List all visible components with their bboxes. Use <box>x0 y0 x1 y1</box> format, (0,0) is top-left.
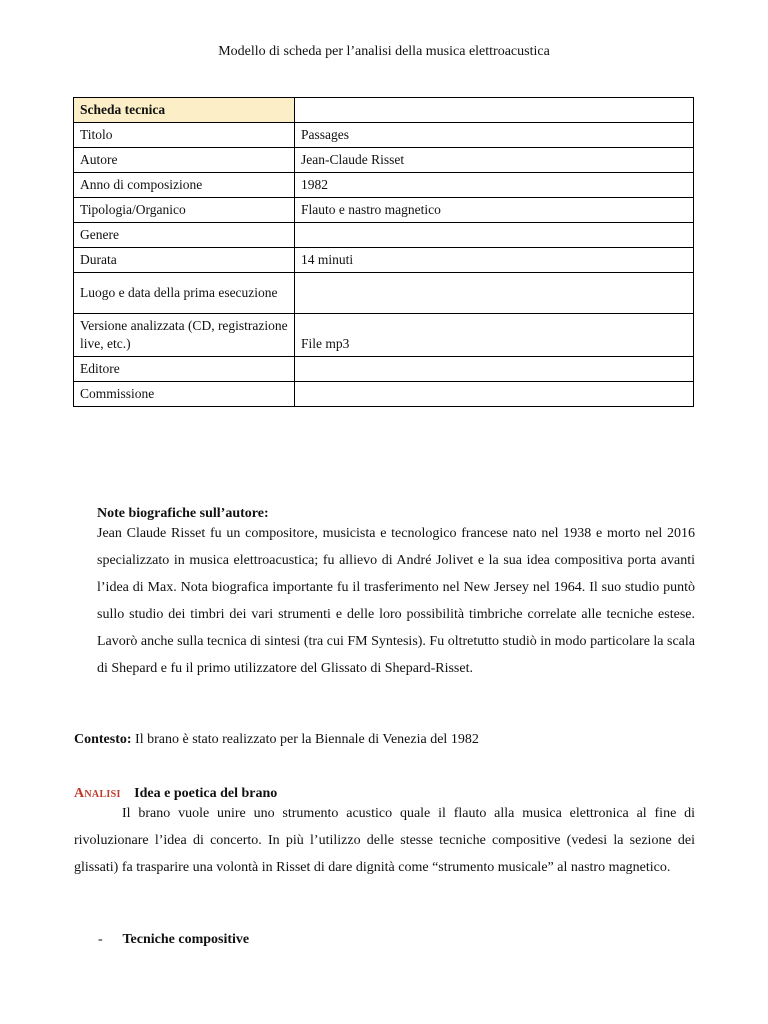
table-row <box>74 198 694 223</box>
tecniche-label: Tecniche compositive <box>122 932 250 947</box>
context-text: Il brano è stato realizzato per la Biennale di Venezia del 1982 <box>135 732 479 747</box>
table-row <box>74 357 694 382</box>
scheda-tecnica-heading: Scheda tecnica <box>74 98 295 123</box>
document-title: Modello di scheda per l’analisi della musica elettroacustica <box>218 44 550 59</box>
field-value-durata: 14 minuti <box>295 248 694 273</box>
list-dash: - <box>98 932 103 947</box>
table-row <box>74 314 694 357</box>
field-value-prima-esecuzione <box>295 273 694 314</box>
field-value-versione: File mp3 <box>295 314 694 357</box>
bio-heading: Note biografiche sull’autore: <box>97 506 269 521</box>
field-value-titolo: Passages <box>295 123 694 148</box>
field-label-prima-esecuzione: Luogo e data della prima esecuzione <box>74 273 295 314</box>
field-label-versione: Versione analizzata (CD, registrazione live, etc.) <box>74 314 295 357</box>
field-label-autore: Autore <box>74 148 295 173</box>
analisi-label: Analisi <box>74 786 121 801</box>
table-row <box>74 248 694 273</box>
table-row <box>74 148 694 173</box>
field-value-commissione <box>295 382 694 407</box>
field-label-anno: Anno di composizione <box>74 173 295 198</box>
field-value-autore: Jean-Claude Risset <box>295 148 694 173</box>
analisi-subtitle: Idea e poetica del brano <box>134 786 278 801</box>
field-label-commissione: Commissione <box>74 382 295 407</box>
field-value-editore <box>295 357 694 382</box>
scheda-tecnica-header-value <box>295 98 694 123</box>
field-label-durata: Durata <box>74 248 295 273</box>
field-value-tipologia: Flauto e nastro magnetico <box>295 198 694 223</box>
table-row <box>74 382 694 407</box>
field-label-genere: Genere <box>74 223 295 248</box>
tecniche-list-item <box>98 932 249 948</box>
field-label-titolo: Titolo <box>74 123 295 148</box>
scheda-tecnica-table <box>73 97 694 407</box>
table-row <box>74 173 694 198</box>
field-label-tipologia: Tipologia/Organico <box>74 198 295 223</box>
context-line <box>74 732 479 748</box>
analisi-paragraph: Il brano vuole unire uno strumento acustico quale il flauto alla musica elettronica al fine di rivoluzionare l’idea di concerto. In più l’utilizzo delle stesse tecniche compositive (vedesi la sezione dei glissati) fa trasparire una volontà in Risset di dare dignità come “strumento musicale” al nastro magnetico. <box>74 806 695 875</box>
field-value-genere <box>295 223 694 248</box>
bio-paragraph: Jean Claude Risset fu un compositore, musicista e tecnologico francese nato nel 1938 e morto nel 2016 specializzato in musica elettroacustica; fu allievo di André Jolivet e la sua idea compositiva porta avanti l’idea di Max. Nota biografica importante fu il trasferimento nel New Jersey nel 1964. Il suo studio puntò sullo studio dei timbri dei vari strumenti e delle loro possibilità timbriche correlate alle tecniche estese. Lavorò anche sulla tecnica di sintesi (tra cui FM Syntesis). Fu oltretutto studiò in modo particolare la scala di Shepard e fu il primo utilizzatore del Glissato di Shepard-Risset. <box>97 526 695 676</box>
table-row <box>74 273 694 314</box>
table-row <box>74 123 694 148</box>
field-value-anno: 1982 <box>295 173 694 198</box>
context-label: Contesto: <box>74 732 132 747</box>
table-header-row <box>74 98 694 123</box>
field-label-editore: Editore <box>74 357 295 382</box>
table-row <box>74 223 694 248</box>
